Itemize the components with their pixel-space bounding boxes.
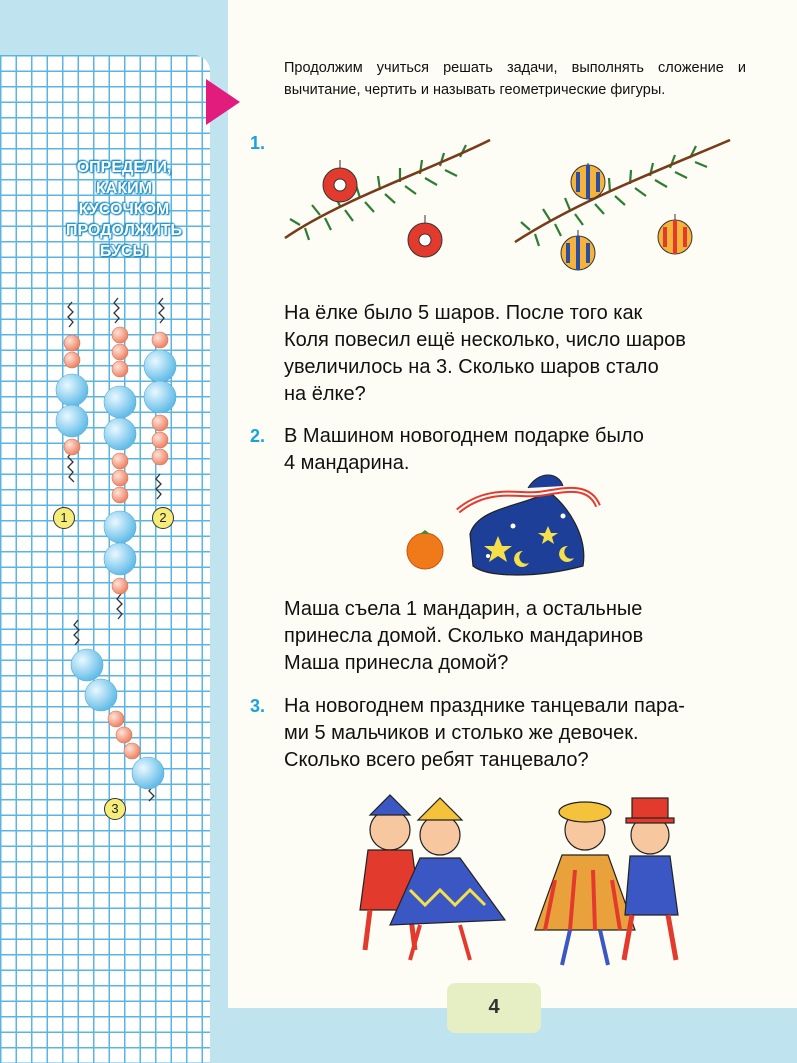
variant-badge-3: 3 [104,798,126,820]
beads-chain-1 [56,335,88,455]
intro-text: Продолжим учиться решать задачи, выполнять сложение и вычитание, чертить и называть геометрические фигуры. [284,60,746,98]
task-1-text: На ёлке было 5 шаров. После того как Коля повесил ещё несколько, число шаров увеличилось на 3. Сколько шаров стало на ёлке? [284,302,686,405]
page-number: 4 [488,996,500,1018]
dancing-children-illustration [330,790,710,975]
task-2-text-after: Маша съела 1 мандарин, а остальные принесла домой. Сколько мандаринов Маша принесла домой? [284,598,644,674]
task-3-number: 3. [250,696,266,716]
beads-chain-3 [71,649,164,789]
task-2-number: 2. [250,426,266,446]
beads-illustration [0,0,210,800]
beads-task-title: ОПРЕДЕЛИ, КАКИМ КУСОЧКОМ ПРОДОЛЖИТЬ БУСЫ [65,159,183,260]
beads-chain-center [104,327,136,594]
task-3-text: На новогоднем празднике танцевали пара- ми 5 мальчиков и столько же девочек. Сколько всего ребят танцевало? [284,695,685,771]
gift-bag-illustration [398,466,618,576]
fir-branches-illustration [280,130,760,280]
variant-badge-2: 2 [152,507,174,529]
task-2-text-before: В Машином новогоднем подарке было 4 мандарина. [284,425,644,474]
beads-chain-2 [144,332,176,465]
variant-badge-1: 1 [53,507,75,529]
pointer-triangle [206,79,240,125]
task-1-number: 1. [250,133,266,153]
